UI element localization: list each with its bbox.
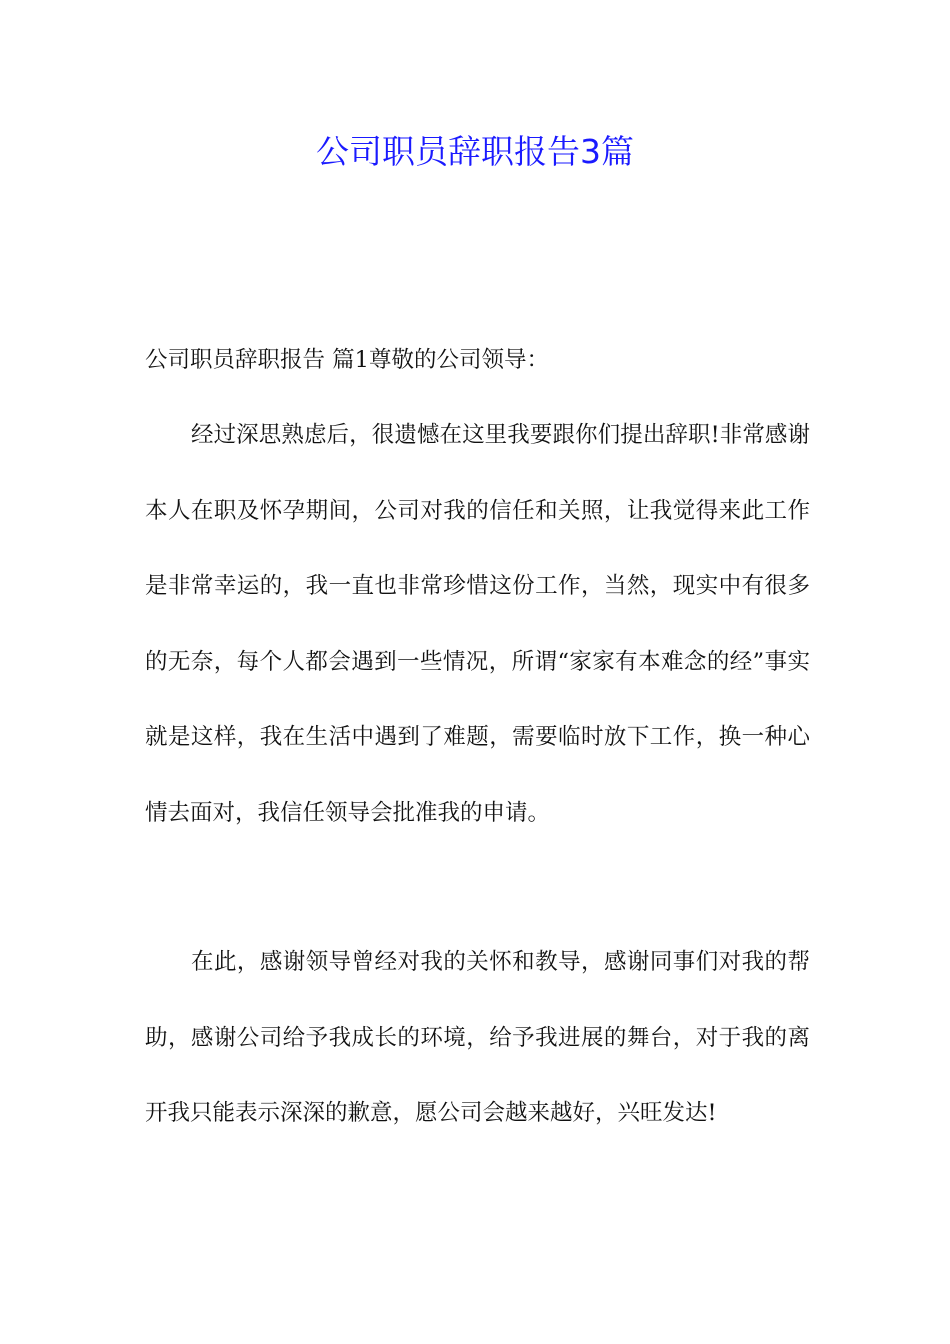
document-title: 公司职员辞职报告3篇 (316, 132, 634, 171)
paragraph-2: 在此，感谢领导曾经对我的关怀和教导，感谢同事们对我的帮助，感谢公司给予我成长的环境，给予我进展的舞台，对于我的离开我只能表示深深的歉意，愿公司会越来越好，兴旺发达! (145, 949, 810, 1126)
paragraph-1: 经过深思熟虑后，很遗憾在这里我要跟你们提出辞职!非常感谢本人在职及怀孕期间，公司对我的信任和关照，让我觉得来此工作是非常幸运的，我一直也非常珍惜这份工作，当然，现实中有很多的无奈，每个人都会遇到一些情况，所谓“家家有本难念的经”事实就是这样，我在生活中遇到了难题，需要临时放下工作，换一种心情去面对，我信任领导会批准我的申请。 (145, 422, 810, 826)
opening-line: 公司职员辞职报告 篇1尊敬的公司领导： (145, 347, 549, 373)
